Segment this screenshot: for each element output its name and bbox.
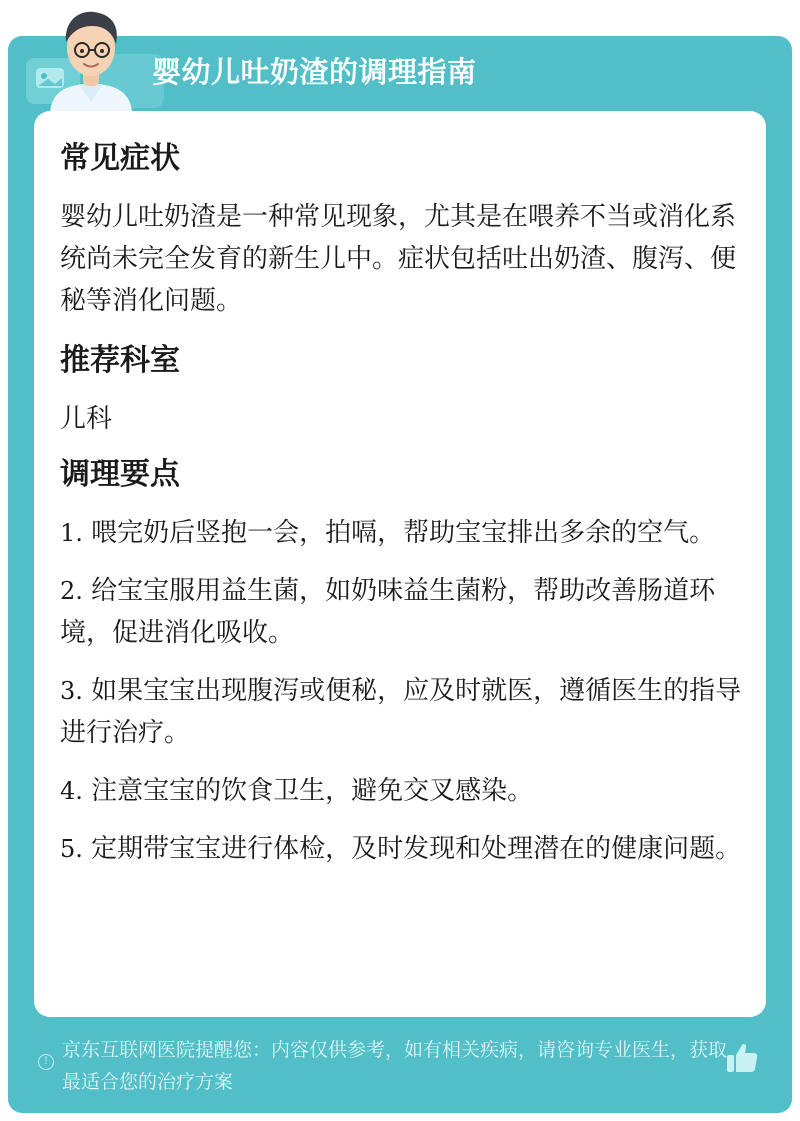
list-item-text: 定期带宝宝进行体检，及时发现和处理潜在的健康问题。	[91, 834, 742, 864]
list-item-number: 4.	[60, 777, 83, 805]
info-icon: !	[38, 1054, 54, 1070]
list-item-number: 1.	[60, 519, 83, 547]
article-content	[60, 133, 750, 886]
list-item-number: 2.	[60, 577, 83, 605]
list-item-number: 5.	[60, 835, 83, 863]
list-item-text: 喂完奶后竖抱一会，拍嗝，帮助宝宝排出多余的空气。	[91, 518, 716, 548]
section-body-symptoms: 婴幼儿吐奶渣是一种常见现象，尤其是在喂养不当或消化系统尚未完全发育的新生儿中。症状包括吐出奶渣、腹泻、便秘等消化问题。	[60, 202, 737, 316]
section-heading-symptoms: 常见症状	[60, 141, 180, 176]
doctor-avatar	[46, 6, 136, 112]
list-item	[60, 670, 750, 754]
thumbs-up-icon[interactable]	[724, 1040, 760, 1076]
list-item	[60, 512, 750, 554]
footer-disclaimer	[0, 1026, 800, 1106]
content-card	[34, 111, 766, 1017]
list-item	[60, 828, 750, 870]
list-item-text: 如果宝宝出现腹泻或便秘，应及时就医，遵循医生的指导进行治疗。	[60, 676, 742, 748]
list-item	[60, 770, 750, 812]
list-item-number: 3.	[60, 677, 83, 705]
list-item-text: 注意宝宝的饮食卫生，避免交叉感染。	[91, 776, 534, 806]
page-title: 婴幼儿吐奶渣的调理指南	[152, 55, 477, 89]
disclaimer-text: 京东互联网医院提醒您：内容仅供参考，如有相关疾病，请咨询专业医生，获取最适合您的治疗方案	[62, 1039, 728, 1093]
list-item-text: 给宝宝服用益生菌，如奶味益生菌粉，帮助改善肠道环境，促进消化吸收。	[60, 576, 716, 648]
section-heading-department: 推荐科室	[60, 343, 180, 378]
list-item	[60, 570, 750, 654]
section-heading-care-points: 调理要点	[60, 457, 180, 492]
section-body-department: 儿科	[60, 404, 113, 434]
care-points-list	[60, 512, 750, 870]
